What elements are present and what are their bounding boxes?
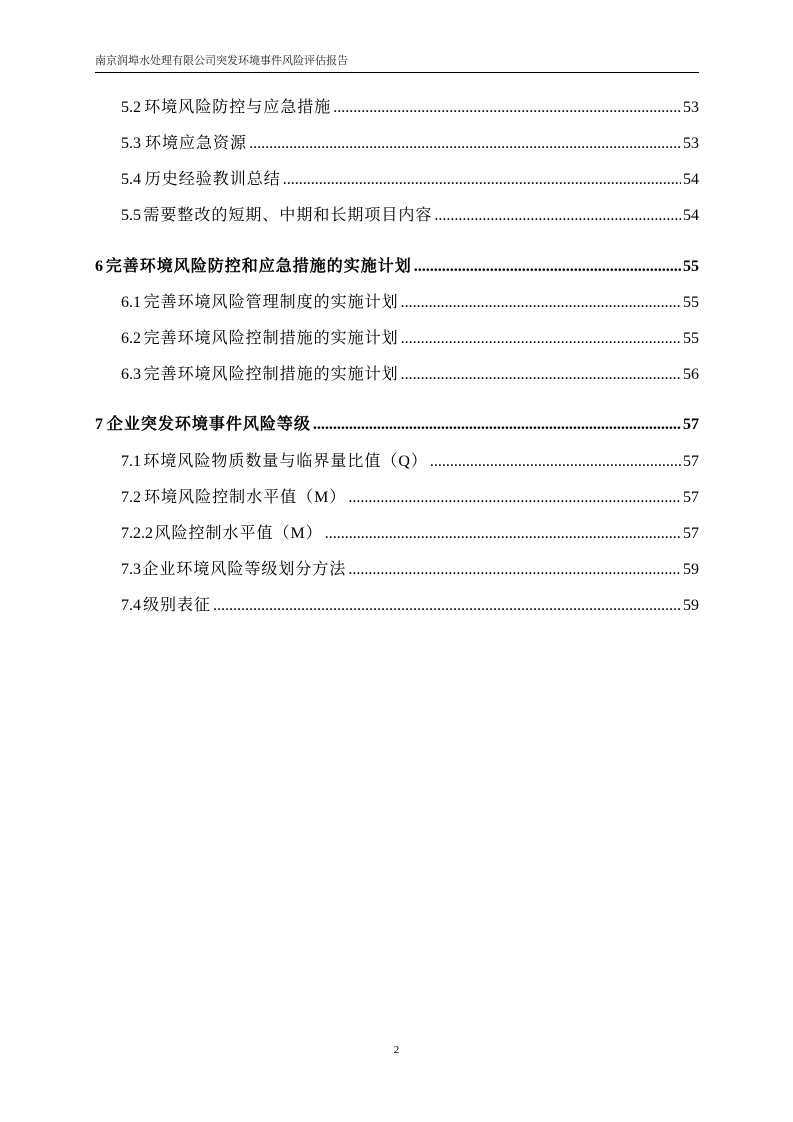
toc-leader-dots — [401, 366, 681, 384]
toc-entry-page: 55 — [683, 330, 699, 347]
toc-entry-number: 5.4 — [121, 171, 141, 188]
toc-entry-page: 57 — [683, 489, 699, 506]
toc-entry-number: 7.3 — [121, 561, 141, 578]
toc-entry[interactable] — [121, 166, 699, 192]
toc-entry[interactable] — [121, 289, 699, 315]
toc-entry-title: 环境风险防控与应急措施 — [144, 99, 332, 116]
toc-entry-page: 59 — [683, 597, 699, 614]
toc-entry-page: 56 — [683, 366, 699, 383]
toc-entry[interactable] — [121, 556, 699, 582]
toc-entry-number: 7.2 — [121, 489, 141, 506]
toc-entry-title: 完善环境风险控制措施的实施计划 — [143, 330, 399, 347]
toc-entry[interactable] — [121, 520, 699, 546]
toc-entry-page: 54 — [683, 171, 699, 188]
toc-entry-title: 完善环境风险管理制度的实施计划 — [143, 294, 399, 311]
toc-leader-dots — [401, 330, 681, 348]
toc-entry[interactable] — [121, 592, 699, 618]
page-footer — [0, 1044, 793, 1056]
toc-entry-title: 环境风险控制水平值（M） — [144, 489, 347, 506]
toc-leader-dots — [414, 258, 681, 276]
toc-entry-page: 55 — [683, 294, 699, 311]
toc-chapter-entry[interactable] — [95, 253, 699, 279]
toc-leader-dots — [249, 135, 681, 153]
toc-entry[interactable] — [121, 448, 699, 474]
toc-entry-title: 环境应急资源 — [145, 135, 248, 152]
toc-entry-number: 6.3 — [121, 366, 141, 383]
toc-entry-number: 7 — [95, 416, 103, 433]
toc-entry-page: 55 — [683, 258, 699, 275]
toc-entry-number: 6.2 — [121, 330, 141, 347]
toc-leader-dots — [348, 561, 681, 579]
toc-entry-title: 需要整改的短期、中期和长期项目内容 — [143, 207, 433, 224]
toc-leader-dots — [430, 453, 681, 471]
toc-chapter-entry[interactable] — [95, 411, 699, 437]
toc-entry-number: 7.4 — [121, 597, 141, 614]
toc-entry[interactable] — [121, 94, 699, 120]
toc-entry-page: 53 — [683, 99, 699, 116]
toc-entry-title: 风险控制水平值（M） — [154, 525, 323, 542]
toc-entry-number: 6 — [95, 258, 103, 275]
toc-entry-page: 57 — [683, 453, 699, 470]
running-header — [95, 53, 699, 73]
toc-entry-number: 7.1 — [121, 453, 141, 470]
toc-entry-page: 59 — [683, 561, 699, 578]
toc-entry-title: 级别表征 — [142, 597, 211, 614]
toc-leader-dots — [333, 99, 681, 117]
toc-leader-dots — [283, 171, 681, 189]
toc-leader-dots — [313, 416, 681, 434]
toc-entry-number: 5.2 — [121, 99, 141, 116]
toc-leader-dots — [213, 597, 681, 615]
header-title: 南京润埠水处理有限公司突发环境事件风险评估报告 — [95, 55, 348, 67]
toc-leader-dots — [434, 207, 681, 225]
toc-entry-title: 完善环境风险控制措施的实施计划 — [143, 366, 399, 383]
page-number: 2 — [393, 1044, 400, 1056]
toc-entry[interactable] — [121, 202, 699, 228]
toc-leader-dots — [325, 525, 681, 543]
toc-entry-page: 53 — [683, 135, 699, 152]
toc-entry-number: 5.3 — [121, 135, 141, 152]
toc-entry-title: 完善环境风险防控和应急措施的实施计划 — [105, 258, 412, 275]
toc-leader-dots — [348, 489, 681, 507]
toc-entry-page: 57 — [683, 525, 699, 542]
toc-entry[interactable] — [121, 325, 699, 351]
toc-entry-number: 7.2.2 — [121, 525, 153, 542]
toc-entry-title: 环境风险物质数量与临界量比值（Q） — [143, 453, 428, 470]
toc-entry-number: 6.1 — [121, 294, 141, 311]
toc-entry-title: 企业环境风险等级划分方法 — [142, 561, 347, 578]
toc-entry-title: 企业突发环境事件风险等级 — [106, 416, 311, 433]
toc-entry[interactable] — [121, 361, 699, 387]
toc-entry-number: 5.5 — [121, 207, 141, 224]
toc-entry-title: 历史经验教训总结 — [144, 171, 281, 188]
toc-leader-dots — [401, 294, 681, 312]
toc-entry[interactable] — [121, 484, 699, 510]
toc-entry[interactable] — [121, 130, 699, 156]
toc-entry-page: 54 — [683, 207, 699, 224]
toc-entry-page: 57 — [683, 416, 699, 433]
